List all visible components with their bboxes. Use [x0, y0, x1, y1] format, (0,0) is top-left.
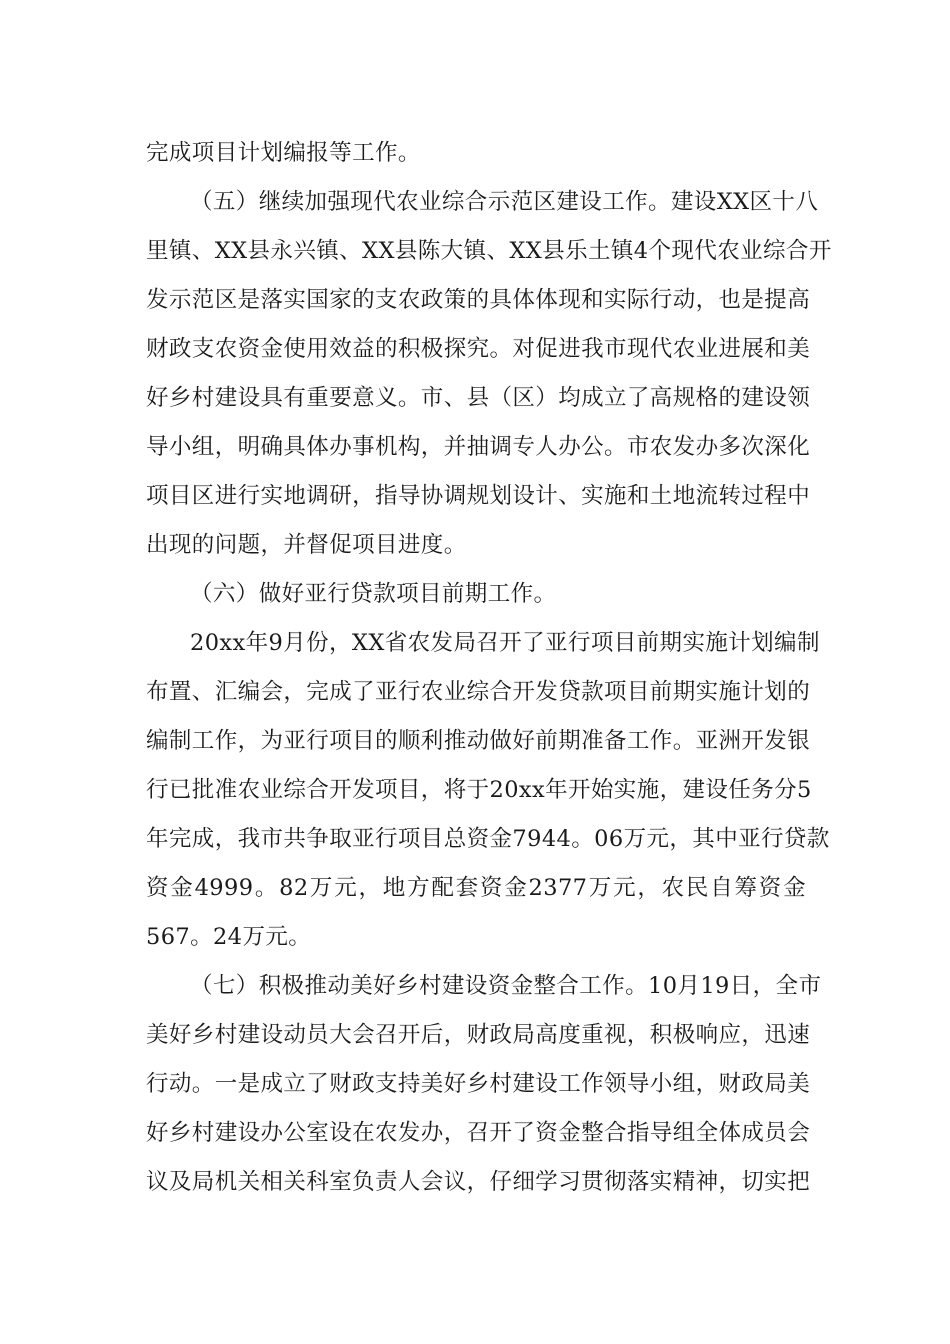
text-line: 编制工作，为亚行项目的顺利推动做好前期准备工作。亚洲开发银 [146, 728, 811, 754]
text-line: 美好乡村建设动员大会召开后，财政局高度重视，积极响应，迅速 [146, 1022, 811, 1048]
text-line: 出现的问题，并督促项目进度。 [146, 532, 467, 558]
text-line: 资金4999。82万元，地方配套资金2377万元，农民自筹资金 [146, 875, 806, 901]
text-line: 项目区进行实地调研，指导协调规划设计、实施和土地流转过程中 [146, 483, 811, 509]
text-line: 567。24万元。 [146, 924, 312, 950]
text-line: 完成项目计划编报等工作。 [146, 140, 421, 166]
text-line: 20xx年9月份，XX省农发局召开了亚行项目前期实施计划编制 [190, 630, 820, 656]
text-line: 布置、汇编会，完成了亚行农业综合开发贷款项目前期实施计划的 [146, 679, 811, 705]
section-heading-6: （六）做好亚行贷款项目前期工作。 [190, 581, 557, 607]
text-line: 行已批准农业综合开发项目，将于20xx年开始实施，建设任务分5 [146, 777, 812, 803]
text-line: 发示范区是落实国家的支农政策的具体体现和实际行动，也是提高 [146, 287, 811, 313]
text-line: 里镇、XX县永兴镇、XX县陈大镇、XX县乐土镇4个现代农业综合开 [146, 238, 832, 264]
text-line: 好乡村建设具有重要意义。市、县（区）均成立了高规格的建设领 [146, 385, 811, 411]
text-line: 年完成，我市共争取亚行项目总资金7944。06万元，其中亚行贷款 [146, 826, 830, 852]
text-line: 议及局机关相关科室负责人会议，仔细学习贯彻落实精神，切实把 [146, 1169, 811, 1195]
text-line: 行动。一是成立了财政支持美好乡村建设工作领导小组，财政局美 [146, 1071, 811, 1097]
section-heading-5: （五）继续加强现代农业综合示范区建设工作。建设XX区十八 [190, 189, 819, 215]
text-line: 导小组，明确具体办事机构，并抽调专人办公。市农发办多次深化 [146, 434, 811, 460]
section-heading-7: （七）积极推动美好乡村建设资金整合工作。10月19日，全市 [190, 973, 822, 999]
text-line: 好乡村建设办公室设在农发办，召开了资金整合指导组全体成员会 [146, 1120, 811, 1146]
text-line: 财政支农资金使用效益的积极探究。对促进我市现代农业进展和美 [146, 336, 811, 362]
document-body [146, 129, 832, 1207]
